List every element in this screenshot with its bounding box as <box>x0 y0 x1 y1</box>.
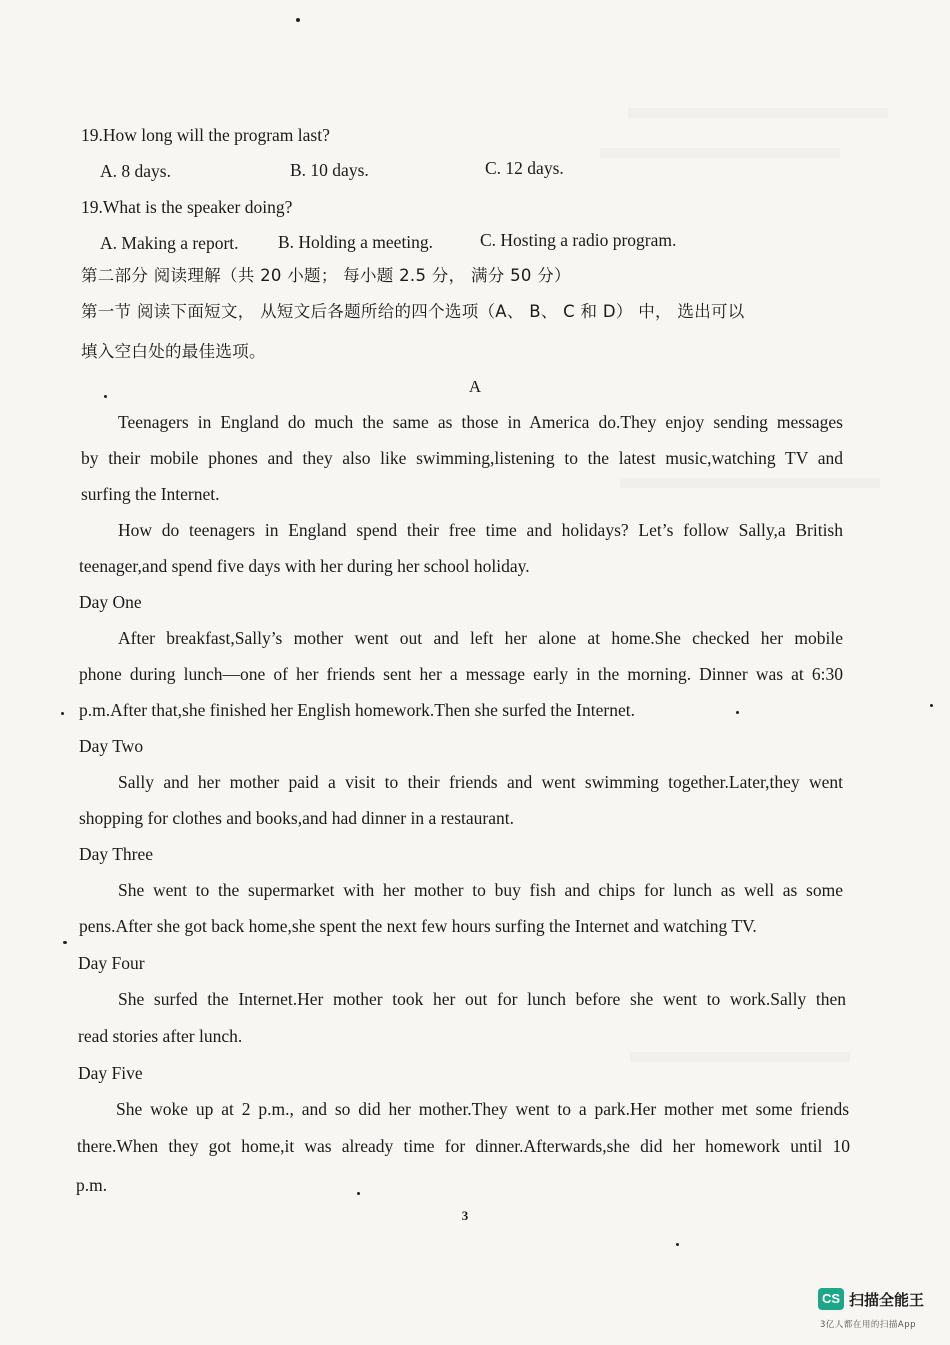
question-stem: 19.What is the speaker doing? <box>81 197 293 217</box>
scan-speck <box>296 18 300 22</box>
passage-line: pens.After she got back home,she spent the next few hours surfing the Internet and watching TV. <box>79 916 757 936</box>
show-through-smudge <box>620 478 880 488</box>
passage-line: surfing the Internet. <box>81 484 220 504</box>
scan-speck <box>930 704 933 707</box>
show-through-smudge <box>600 148 840 158</box>
day-heading: Day Five <box>78 1063 143 1083</box>
scan-speck <box>104 395 107 398</box>
question-option-b: B. 10 days. <box>290 160 369 180</box>
day-heading: Day Three <box>79 844 154 864</box>
scan-speck <box>736 711 739 714</box>
passage-line: there.When they got home,it was already time for dinner.Afterwards,she did her homework until 10 <box>77 1136 850 1156</box>
day-heading: Day Four <box>78 953 145 973</box>
question-stem: 19.How long will the program last? <box>81 125 330 145</box>
day-heading: Day One <box>79 592 142 612</box>
question-option-a: A. 8 days. <box>100 161 171 181</box>
passage-label: A <box>468 377 482 396</box>
passage-line: How do teenagers in England spend their free time and holidays? Let’s follow Sally,a British <box>118 520 843 540</box>
passage-line: read stories after lunch. <box>78 1026 243 1046</box>
section-instruction: 第一节 阅读下面短文， 从短文后各题所给的四个选项（A、 B、 C 和 D） 中， 选出可以 <box>81 302 745 321</box>
passage-line: p.m.After that,she finished her English homework.Then she surfed the Internet. <box>79 700 635 720</box>
section-title: 第二部分 阅读理解（共 20 小题； 每小题 2.5 分， 满分 50 分） <box>81 266 571 285</box>
passage-line: She went to the supermarket with her mother to buy fish and chips for lunch as well as some <box>118 880 843 900</box>
question-option-c: C. 12 days. <box>485 158 564 178</box>
camscanner-logo-icon: CS <box>818 1288 844 1310</box>
show-through-smudge <box>630 1052 850 1062</box>
scan-speck <box>357 1192 360 1195</box>
scanner-tagline: 3亿人都在用的扫描App <box>820 1320 917 1330</box>
question-option-c: C. Hosting a radio program. <box>480 230 677 250</box>
day-heading: Day Two <box>79 736 144 756</box>
passage-line: by their mobile phones and they also like swimming,listening to the latest music,watching TV and <box>81 448 843 468</box>
scanner-watermark <box>818 1288 924 1310</box>
question-option-b: B. Holding a meeting. <box>278 232 434 252</box>
passage-line: p.m. <box>76 1175 108 1195</box>
show-through-smudge <box>628 108 888 118</box>
passage-line: She surfed the Internet.Her mother took her out for lunch before she went to work.Sally then <box>118 989 846 1009</box>
passage-line: She woke up at 2 p.m., and so did her mother.They went to a park.Her mother met some friends <box>116 1099 849 1119</box>
question-option-a: A. Making a report. <box>100 233 239 253</box>
passage-line: shopping for clothes and books,and had dinner in a restaurant. <box>79 808 514 828</box>
scan-speck <box>61 712 64 715</box>
scan-speck <box>676 1243 679 1246</box>
passage-line: Teenagers in England do much the same as those in America do.They enjoy sending messages <box>118 412 843 432</box>
scanner-app-name: 扫描全能王 <box>849 1290 925 1309</box>
passage-line: Sally and her mother paid a visit to their friends and went swimming together.Later,they went <box>118 772 843 792</box>
passage-line: After breakfast,Sally’s mother went out and left her alone at home.She checked her mobile <box>118 628 843 648</box>
passage-line: teenager,and spend five days with her during her school holiday. <box>79 556 530 576</box>
scan-speck <box>63 941 67 944</box>
page-number: 3 <box>461 1208 469 1223</box>
section-instruction: 填入空白处的最佳选项。 <box>81 342 266 361</box>
passage-line: phone during lunch—one of her friends sent her a message early in the morning. Dinner was at 6:30 <box>79 664 843 684</box>
